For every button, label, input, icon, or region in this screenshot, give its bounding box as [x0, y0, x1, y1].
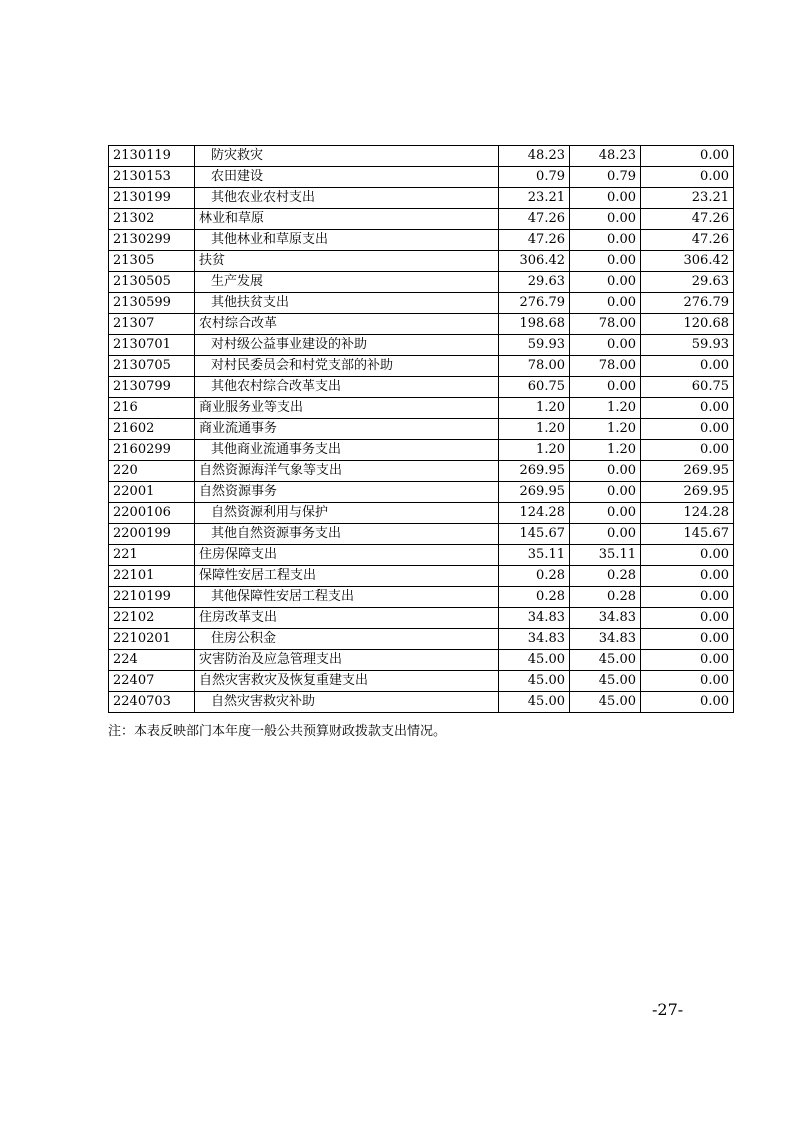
basic-expenditure-cell: 1.20: [570, 419, 641, 440]
subject-code-cell: 2240703: [109, 692, 195, 713]
table-row: [109, 251, 734, 272]
table-row: [109, 503, 734, 524]
subject-name-cell: 商业流通事务: [195, 419, 499, 440]
project-expenditure-cell: 306.42: [641, 251, 734, 272]
total-amount-cell: 78.00: [499, 356, 570, 377]
subject-name-cell: 其他扶贫支出: [195, 293, 499, 314]
subject-code-cell: 2210201: [109, 629, 195, 650]
project-expenditure-cell: 0.00: [641, 146, 734, 167]
basic-expenditure-cell: 0.00: [570, 461, 641, 482]
subject-code-cell: 21305: [109, 251, 195, 272]
project-expenditure-cell: 0.00: [641, 692, 734, 713]
basic-expenditure-cell: 0.00: [570, 524, 641, 545]
basic-expenditure-cell: 35.11: [570, 545, 641, 566]
total-amount-cell: 145.67: [499, 524, 570, 545]
project-expenditure-cell: 0.00: [641, 440, 734, 461]
subject-code-cell: 224: [109, 650, 195, 671]
total-amount-cell: 34.83: [499, 608, 570, 629]
expenditure-table: [108, 145, 734, 713]
project-expenditure-cell: 0.00: [641, 167, 734, 188]
subject-name-cell: 其他保障性安居工程支出: [195, 587, 499, 608]
table-row: [109, 650, 734, 671]
basic-expenditure-cell: 0.00: [570, 377, 641, 398]
subject-code-cell: 2130299: [109, 230, 195, 251]
total-amount-cell: 47.26: [499, 209, 570, 230]
table-row: [109, 293, 734, 314]
total-amount-cell: 269.95: [499, 461, 570, 482]
project-expenditure-cell: 0.00: [641, 398, 734, 419]
total-amount-cell: 45.00: [499, 650, 570, 671]
subject-name-cell: 自然资源利用与保护: [195, 503, 499, 524]
total-amount-cell: 0.28: [499, 587, 570, 608]
subject-code-cell: 21302: [109, 209, 195, 230]
basic-expenditure-cell: 45.00: [570, 692, 641, 713]
project-expenditure-cell: 0.00: [641, 356, 734, 377]
subject-code-cell: 2130705: [109, 356, 195, 377]
basic-expenditure-cell: 78.00: [570, 356, 641, 377]
subject-name-cell: 其他自然资源事务支出: [195, 524, 499, 545]
basic-expenditure-cell: 34.83: [570, 608, 641, 629]
subject-name-cell: 商业服务业等支出: [195, 398, 499, 419]
table-body: [109, 146, 734, 713]
table-row: [109, 272, 734, 293]
project-expenditure-cell: 29.63: [641, 272, 734, 293]
table-row: [109, 356, 734, 377]
subject-name-cell: 扶贫: [195, 251, 499, 272]
total-amount-cell: 1.20: [499, 440, 570, 461]
table-row: [109, 314, 734, 335]
basic-expenditure-cell: 1.20: [570, 398, 641, 419]
subject-name-cell: 其他商业流通事务支出: [195, 440, 499, 461]
total-amount-cell: 276.79: [499, 293, 570, 314]
project-expenditure-cell: 47.26: [641, 209, 734, 230]
project-expenditure-cell: 145.67: [641, 524, 734, 545]
subject-name-cell: 自然资源海洋气象等支出: [195, 461, 499, 482]
subject-code-cell: 2200199: [109, 524, 195, 545]
basic-expenditure-cell: 0.00: [570, 335, 641, 356]
subject-code-cell: 2160299: [109, 440, 195, 461]
table-row: [109, 440, 734, 461]
basic-expenditure-cell: 0.79: [570, 167, 641, 188]
subject-name-cell: 其他农业农村支出: [195, 188, 499, 209]
basic-expenditure-cell: 0.00: [570, 293, 641, 314]
table-row: [109, 587, 734, 608]
basic-expenditure-cell: 0.28: [570, 566, 641, 587]
basic-expenditure-cell: 45.00: [570, 650, 641, 671]
subject-name-cell: 防灾救灾: [195, 146, 499, 167]
project-expenditure-cell: 59.93: [641, 335, 734, 356]
basic-expenditure-cell: 0.00: [570, 230, 641, 251]
project-expenditure-cell: 0.00: [641, 587, 734, 608]
subject-code-cell: 2130153: [109, 167, 195, 188]
table-row: [109, 335, 734, 356]
total-amount-cell: 34.83: [499, 629, 570, 650]
total-amount-cell: 0.79: [499, 167, 570, 188]
project-expenditure-cell: 0.00: [641, 608, 734, 629]
table-row: [109, 692, 734, 713]
table-row: [109, 146, 734, 167]
total-amount-cell: 48.23: [499, 146, 570, 167]
project-expenditure-cell: 0.00: [641, 650, 734, 671]
subject-code-cell: 21602: [109, 419, 195, 440]
subject-code-cell: 22102: [109, 608, 195, 629]
subject-name-cell: 自然灾害救灾及恢复重建支出: [195, 671, 499, 692]
table-row: [109, 167, 734, 188]
subject-code-cell: 2130701: [109, 335, 195, 356]
total-amount-cell: 59.93: [499, 335, 570, 356]
basic-expenditure-cell: 0.00: [570, 188, 641, 209]
basic-expenditure-cell: 78.00: [570, 314, 641, 335]
subject-code-cell: 22001: [109, 482, 195, 503]
table-row: [109, 377, 734, 398]
basic-expenditure-cell: 34.83: [570, 629, 641, 650]
subject-code-cell: 2130505: [109, 272, 195, 293]
subject-name-cell: 林业和草原: [195, 209, 499, 230]
subject-code-cell: 22407: [109, 671, 195, 692]
basic-expenditure-cell: 1.20: [570, 440, 641, 461]
project-expenditure-cell: 47.26: [641, 230, 734, 251]
subject-name-cell: 住房改革支出: [195, 608, 499, 629]
subject-name-cell: 其他林业和草原支出: [195, 230, 499, 251]
table-row: [109, 398, 734, 419]
subject-name-cell: 自然资源事务: [195, 482, 499, 503]
total-amount-cell: 47.26: [499, 230, 570, 251]
total-amount-cell: 1.20: [499, 398, 570, 419]
basic-expenditure-cell: 0.00: [570, 272, 641, 293]
project-expenditure-cell: 269.95: [641, 482, 734, 503]
project-expenditure-cell: 0.00: [641, 419, 734, 440]
subject-code-cell: 2130799: [109, 377, 195, 398]
basic-expenditure-cell: 0.00: [570, 503, 641, 524]
subject-code-cell: 2130119: [109, 146, 195, 167]
project-expenditure-cell: 0.00: [641, 671, 734, 692]
total-amount-cell: 29.63: [499, 272, 570, 293]
project-expenditure-cell: 23.21: [641, 188, 734, 209]
project-expenditure-cell: 0.00: [641, 629, 734, 650]
total-amount-cell: 0.28: [499, 566, 570, 587]
project-expenditure-cell: 120.68: [641, 314, 734, 335]
project-expenditure-cell: 269.95: [641, 461, 734, 482]
subject-name-cell: 其他农村综合改革支出: [195, 377, 499, 398]
table-row: [109, 188, 734, 209]
table-row: [109, 545, 734, 566]
subject-name-cell: 保障性安居工程支出: [195, 566, 499, 587]
table-row: [109, 461, 734, 482]
table-row: [109, 671, 734, 692]
table-row: [109, 566, 734, 587]
subject-name-cell: 住房公积金: [195, 629, 499, 650]
basic-expenditure-cell: 0.00: [570, 251, 641, 272]
subject-code-cell: 22101: [109, 566, 195, 587]
table-note: 注：本表反映部门本年度一般公共预算财政拨款支出情况。: [108, 724, 447, 739]
table-row: [109, 419, 734, 440]
subject-name-cell: 农田建设: [195, 167, 499, 188]
project-expenditure-cell: 124.28: [641, 503, 734, 524]
basic-expenditure-cell: 48.23: [570, 146, 641, 167]
subject-code-cell: 2130199: [109, 188, 195, 209]
table-row: [109, 629, 734, 650]
subject-code-cell: 21307: [109, 314, 195, 335]
table-row: [109, 209, 734, 230]
subject-code-cell: 2210199: [109, 587, 195, 608]
subject-code-cell: 2130599: [109, 293, 195, 314]
total-amount-cell: 124.28: [499, 503, 570, 524]
subject-code-cell: 216: [109, 398, 195, 419]
subject-code-cell: 221: [109, 545, 195, 566]
project-expenditure-cell: 0.00: [641, 566, 734, 587]
table-row: [109, 524, 734, 545]
basic-expenditure-cell: 45.00: [570, 671, 641, 692]
subject-name-cell: 住房保障支出: [195, 545, 499, 566]
total-amount-cell: 45.00: [499, 692, 570, 713]
total-amount-cell: 23.21: [499, 188, 570, 209]
subject-code-cell: 2200106: [109, 503, 195, 524]
subject-name-cell: 对村级公益事业建设的补助: [195, 335, 499, 356]
subject-name-cell: 农村综合改革: [195, 314, 499, 335]
subject-name-cell: 灾害防治及应急管理支出: [195, 650, 499, 671]
project-expenditure-cell: 276.79: [641, 293, 734, 314]
total-amount-cell: 198.68: [499, 314, 570, 335]
basic-expenditure-cell: 0.28: [570, 587, 641, 608]
table-row: [109, 230, 734, 251]
table-row: [109, 482, 734, 503]
total-amount-cell: 60.75: [499, 377, 570, 398]
basic-expenditure-cell: 0.00: [570, 482, 641, 503]
subject-name-cell: 对村民委员会和村党支部的补助: [195, 356, 499, 377]
table-row: [109, 608, 734, 629]
project-expenditure-cell: 60.75: [641, 377, 734, 398]
page-number: -27-: [652, 1000, 684, 1019]
total-amount-cell: 1.20: [499, 419, 570, 440]
total-amount-cell: 269.95: [499, 482, 570, 503]
total-amount-cell: 45.00: [499, 671, 570, 692]
subject-code-cell: 220: [109, 461, 195, 482]
subject-name-cell: 自然灾害救灾补助: [195, 692, 499, 713]
subject-name-cell: 生产发展: [195, 272, 499, 293]
total-amount-cell: 306.42: [499, 251, 570, 272]
project-expenditure-cell: 0.00: [641, 545, 734, 566]
basic-expenditure-cell: 0.00: [570, 209, 641, 230]
total-amount-cell: 35.11: [499, 545, 570, 566]
